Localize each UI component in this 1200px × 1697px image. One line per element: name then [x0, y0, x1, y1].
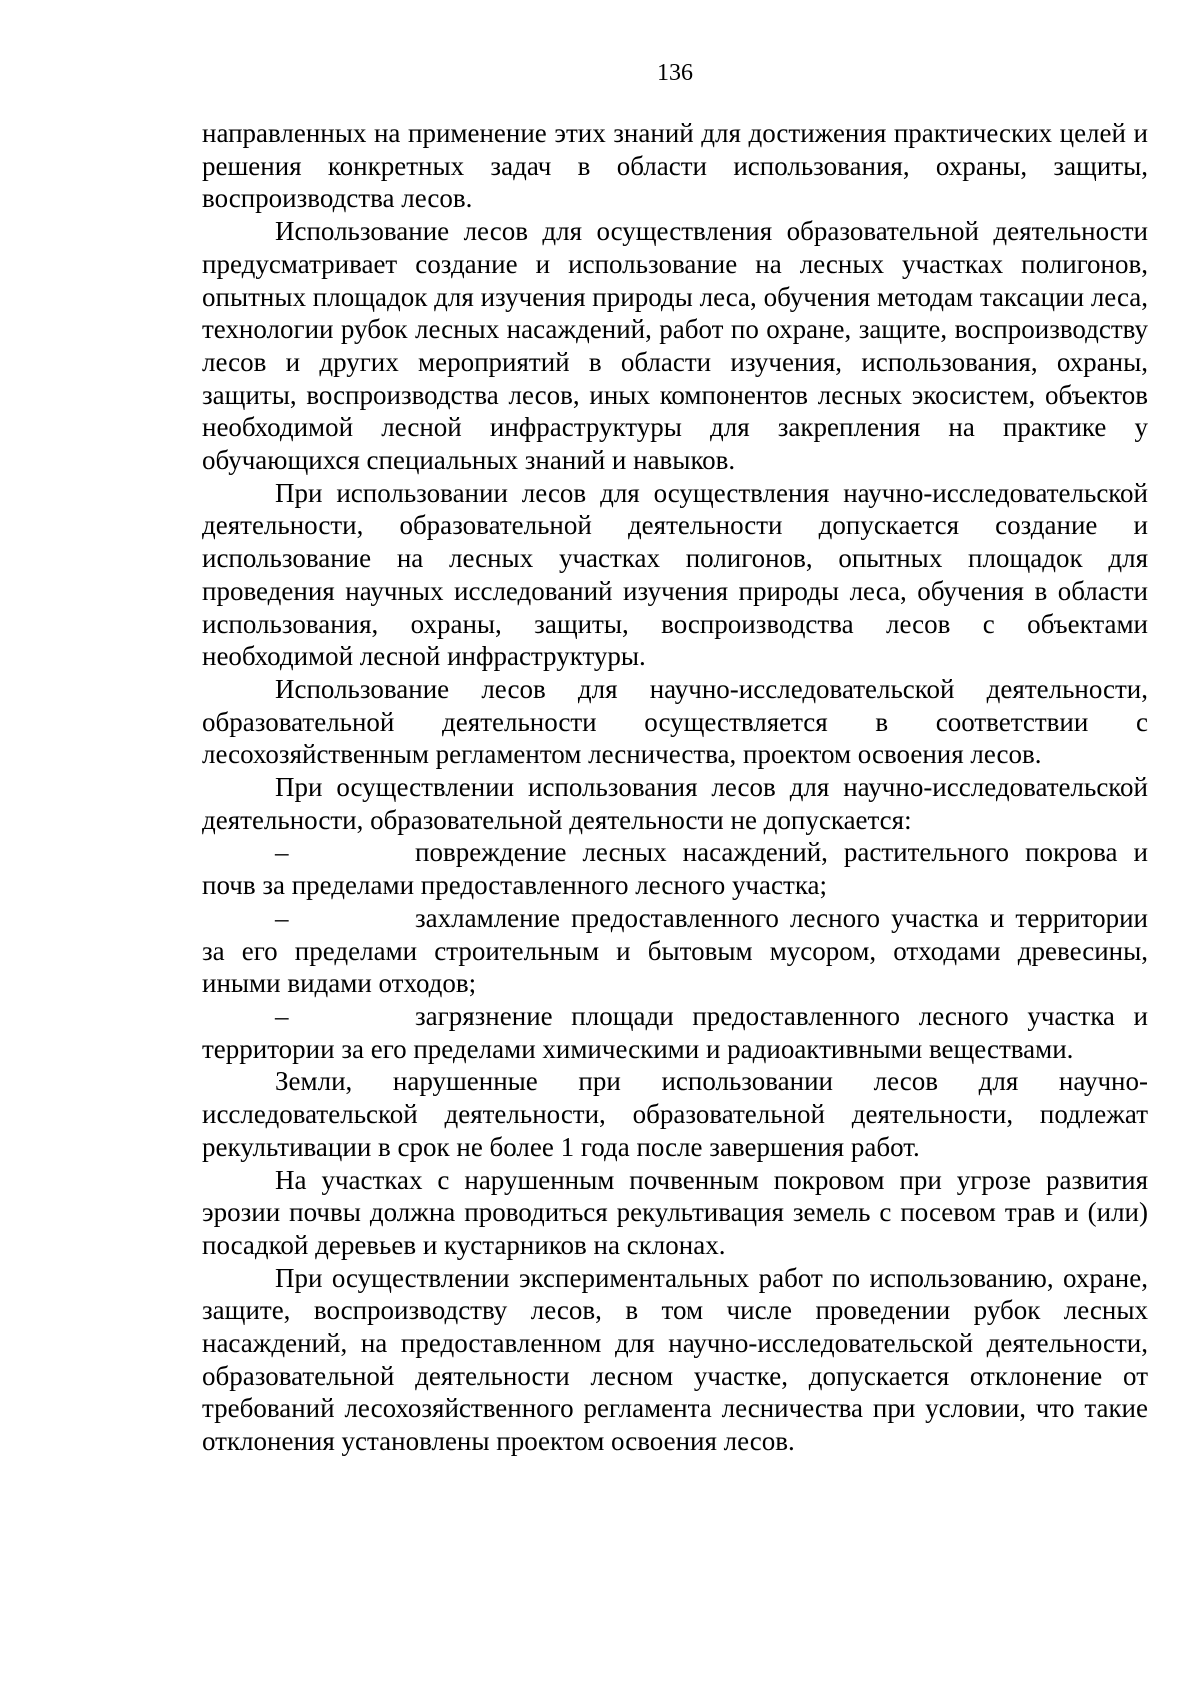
paragraph: Земли, нарушенные при использовании лесов для научно-исследовательской деятельности, образовательной деятельности, подлежат рекультивации в срок не более 1 года после завершения работ.	[202, 1066, 1148, 1162]
paragraph: При осуществлении экспериментальных работ по использованию, охране, защите, воспроизводству лесов, в том числе проведении рубок лесных насаждений, на предоставленном для научно-исследовательской деятельности, образовательной деятельности лесном участке, допускается отклонение от требований лесохозяйственного регламента лесничества при условии, что такие отклонения установлены проектом освоения лесов.	[202, 1262, 1148, 1457]
list-bullet: –	[275, 902, 289, 933]
list-item	[202, 836, 1148, 901]
paragraph: На участках с нарушенным почвенным покровом при угрозе развития эрозии почвы должна проводиться рекультивация земель с посевом трав и (или) посадкой деревьев и кустарников на склонах.	[202, 1164, 1148, 1260]
list-item-text: захламление предоставленного лесного участка и территории за его пределами строительным и бытовым мусором, отходами древесины, иными видами отходов;	[202, 902, 1148, 999]
paragraph: При осуществлении использования лесов для научно-исследовательской деятельности, образовательной деятельности не допускается:	[202, 772, 1148, 835]
paragraph-continuation: направленных на применение этих знаний для достижения практических целей и решения конкретных задач в области использования, охраны, защиты, воспроизводства лесов.	[202, 118, 1148, 214]
paragraph: При использовании лесов для осуществления научно-исследовательской деятельности, образовательной деятельности допускается создание и использование на лесных участках полигонов, опытных площадок для проведения научных исследований изучения природы леса, обучения в области использования, охраны, защиты, воспроизводства лесов с объектами необходимой лесной инфраструктуры.	[202, 477, 1148, 672]
page-number: 136	[657, 60, 693, 86]
list-bullet: –	[275, 837, 289, 868]
paragraph: Использование лесов для научно-исследовательской деятельности, образовательной деятельности осуществляется в соответствии с лесохозяйственным регламентом лесничества, проектом освоения лесов.	[202, 673, 1148, 770]
list-item-text: повреждение лесных насаждений, растительного покрова и почв за пределами предоставленного лесного участка;	[202, 837, 1148, 901]
list-item	[202, 902, 1148, 1000]
paragraph: Использование лесов для осуществления образовательной деятельности предусматривает создание и использование на лесных участках полигонов, опытных площадок для изучения природы леса, обучения методам таксации леса, технологии рубок лесных насаждений, работ по охране, защите, воспроизводству лесов и других мероприятий в области изучения, использования, охраны, защиты, воспроизводства лесов, иных компонентов лесных экосистем, объектов необходимой лесной инфраструктуры для закрепления на практике у обучающихся специальных знаний и навыков.	[202, 216, 1148, 476]
list-item-text: загрязнение площади предоставленного лесного участка и территории за его пределами химическими и радиоактивными веществами.	[202, 1000, 1148, 1064]
document-body	[202, 117, 1148, 1458]
list-bullet: –	[275, 1000, 289, 1031]
list-item	[202, 1000, 1148, 1065]
